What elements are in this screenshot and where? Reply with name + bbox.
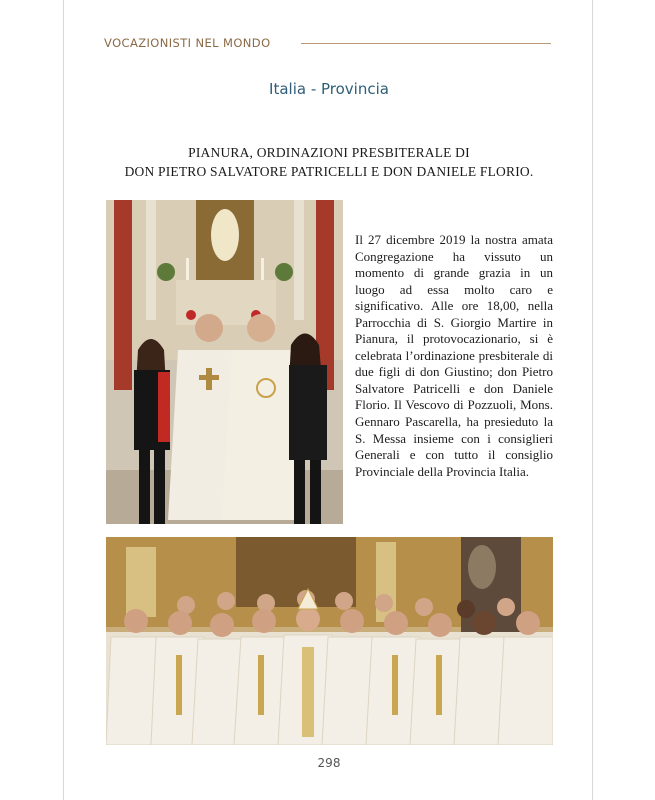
ordination-group-photo: [106, 537, 553, 745]
photo-altar-group-image: [106, 200, 343, 524]
page: [63, 0, 593, 800]
header-divider: [301, 43, 551, 44]
article-title-line-2: DON PIETRO SALVATORE PATRICELLI E DON DANIELE FLORIO.: [124, 164, 534, 179]
article-title-line-1: PIANURA, ORDINAZIONI PRESBITERALE DI: [188, 145, 470, 160]
article-title: [74, 143, 584, 181]
photo-clergy-group-image: [106, 537, 553, 745]
page-number: 298: [317, 756, 341, 770]
ordination-photo-portrait: [106, 200, 343, 524]
section-title: Italia - Provincia: [269, 80, 389, 98]
running-head: VOCAZIONISTI NEL MONDO: [104, 36, 271, 50]
article-body: Il 27 dicembre 2019 la nostra amata Congregazione ha vissuto un momento di grande grazia in un luogo ad essa molto caro e significativo. Alle ore 18,00, nella Parrocchia di S. Giorgio Martire in Pianura, il protovocazionario, si è celebrata l’ordinazione presbiterale di due figli di don Giustino; don Pietro Salvatore Patricelli e don Daniele Florio. Il Vescovo di Pozzuoli, Mons. Gennaro Pascarella, ha presieduto la S. Messa insieme con i consiglieri Generali e con tutto il consiglio Provinciale della Provincia Italia.: [355, 232, 553, 479]
